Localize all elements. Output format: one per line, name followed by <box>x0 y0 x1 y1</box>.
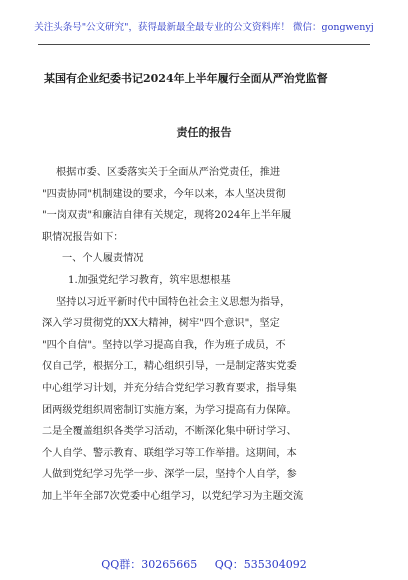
document-title-line-1: 某国有企业纪委书记2024年上半年履行全面从严治党监督 <box>44 72 328 85</box>
section-heading: 一、个人履责情况 <box>62 253 144 265</box>
body-line: 中心组学习计划，并充分结合党纪学习教育要求，指导集 <box>42 382 297 394</box>
body-line: "四责协同"机制建设的要求，今年以来，本人坚决贯彻 <box>42 188 286 200</box>
body-line: "一岗双责"和廉洁自律有关规定，现将2024年上半年履 <box>42 210 292 222</box>
header-divider <box>38 44 370 45</box>
body-line: "四个自信"。坚持以学习提高自我，作为班子成员，不 <box>42 339 286 351</box>
header-promo-note: 关注头条号"公文研究"，获得最新最全最专业的公文资料库！ 微信：gongwenyj <box>34 22 374 33</box>
footer-qq-group: QQ群：30265665 <box>101 558 198 571</box>
body-line: 人做到党纪学习先学一步、深学一层，坚持个人自学，参 <box>42 469 297 481</box>
body-line: 深入学习贯彻党的XX大精神，树牢"四个意识"，坚定 <box>42 318 280 330</box>
body-line: 职情况报告如下： <box>42 231 124 243</box>
footer-contact <box>0 558 408 572</box>
body-line: 团两级党组织周密制订实施方案，为学习提高有力保障。 <box>42 404 297 416</box>
body-line: 仅自己学，根据分工，精心组织引导，一是制定落实党委 <box>42 361 297 373</box>
document-title-line-2: 责任的报告 <box>176 126 232 139</box>
body-line: 二是全覆盖组织各类学习活动，不断深化集中研讨学习、 <box>42 426 297 438</box>
body-line: 个人自学、警示教育、联组学习等工作举措。这期间，本 <box>42 447 297 459</box>
footer-qq-number: QQ：535304092 <box>214 558 307 571</box>
body-line: 坚持以习近平新时代中国特色社会主义思想为指导， <box>56 296 291 308</box>
body-line: 根据市委、区委落实关于全面从严治党责任，推进 <box>56 167 281 178</box>
subsection-heading: 1.加强党纪学习教育，筑牢思想根基 <box>68 274 231 286</box>
body-line: 加上半年全部7次党委中心组学习，以党纪学习为主题交流 <box>42 490 304 502</box>
document-body <box>42 162 368 508</box>
